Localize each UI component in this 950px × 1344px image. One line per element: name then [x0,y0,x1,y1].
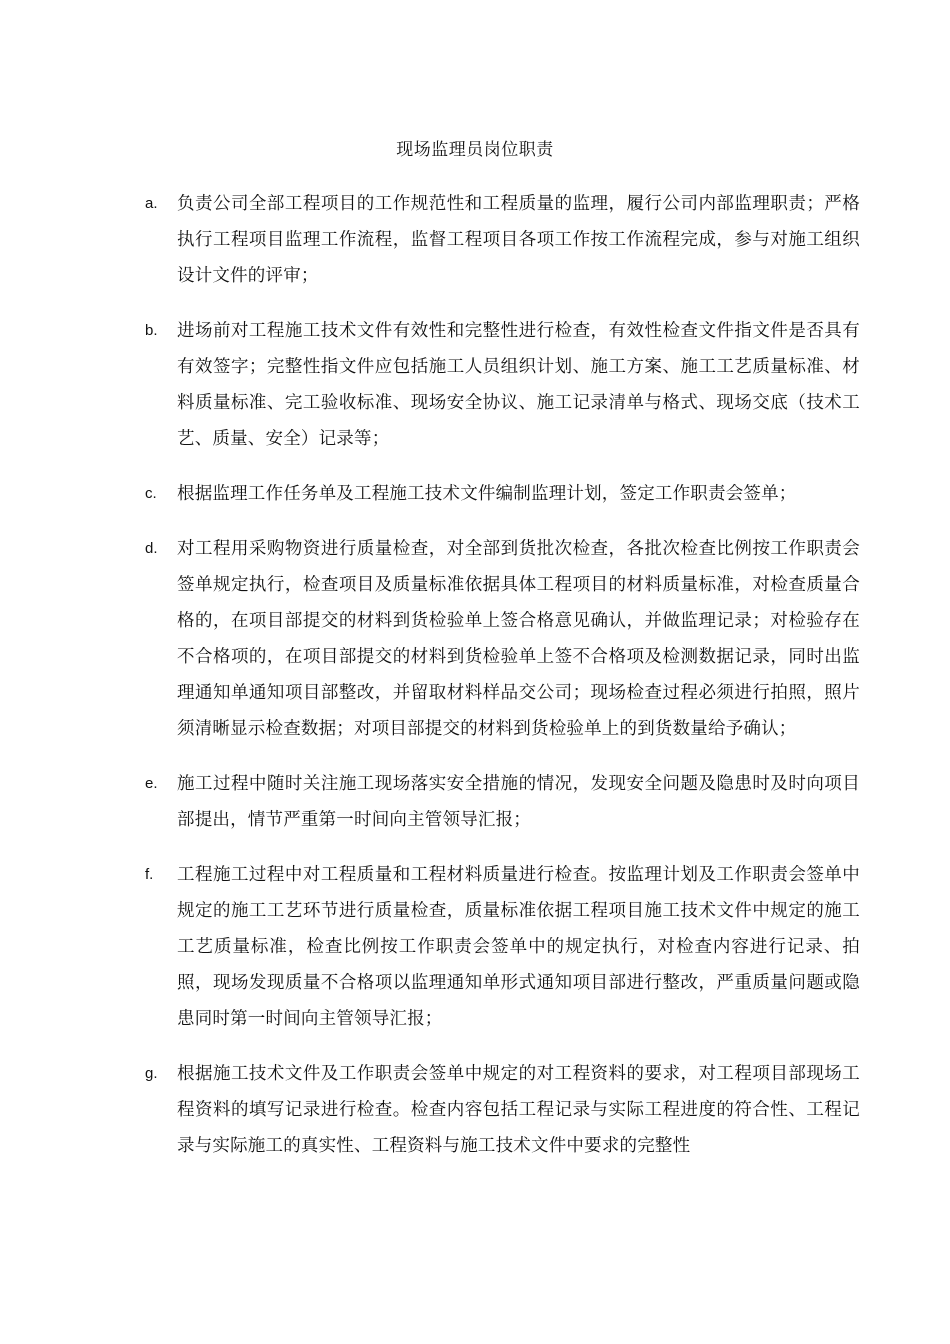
list-item-text: 根据施工技术文件及工作职责会签单中规定的对工程资料的要求，对工程项目部现场工程资料的填写记录进行检查。检查内容包括工程记录与实际工程进度的符合性、工程记录与实际施工的真实性、工程资料与施工技术文件中要求的完整性 [177,1064,860,1156]
list-item [145,857,860,1037]
list-item-text: 负责公司全部工程项目的工作规范性和工程质量的监理，履行公司内部监理职责；严格执行工程项目监理工作流程，监督工程项目各项工作按工作流程完成，参与对施工组织设计文件的评审； [177,194,860,286]
list-item-marker: d. [145,540,158,557]
list-item [145,476,860,512]
list-item [145,1056,860,1164]
list-item-text: 进场前对工程施工技术文件有效性和完整性进行检查，有效性检查文件指文件是否具有有效签字；完整性指文件应包括施工人员组织计划、施工方案、施工工艺质量标准、材料质量标准、完工验收标准、现场安全协议、施工记录清单与格式、现场交底（技术工艺、质量、安全）记录等； [177,321,860,449]
list-item-text: 施工过程中随时关注施工现场落实安全措施的情况，发现安全问题及隐患时及时向项目部提出，情节严重第一时间向主管领导汇报； [177,774,860,830]
list-item [145,313,860,457]
list-item-marker: e. [145,775,158,792]
list-item [145,766,860,838]
list-item-marker: b. [145,322,158,339]
list-item-marker: f. [145,866,154,883]
page-title: 现场监理员岗位职责 [396,140,554,160]
list-item-marker: g. [145,1065,158,1082]
list-item [145,531,860,747]
list-item-text: 工程施工过程中对工程质量和工程材料质量进行检查。按监理计划及工作职责会签单中规定的施工工艺环节进行质量检查，质量标准依据工程项目施工技术文件中规定的施工工艺质量标准，检查比例按工作职责会签单中的规定执行，对检查内容进行记录、拍照，现场发现质量不合格项以监理通知单形式通知项目部进行整改，严重质量问题或隐患同时第一时间向主管领导汇报； [177,865,860,1029]
list-item-marker: c. [145,485,157,502]
list-item-text: 根据监理工作任务单及工程施工技术文件编制监理计划，签定工作职责会签单； [177,484,797,504]
duty-list [145,186,860,1183]
list-item-marker: a. [145,195,158,212]
list-item-text: 对工程用采购物资进行质量检查，对全部到货批次检查，各批次检查比例按工作职责会签单规定执行，检查项目及质量标准依据具体工程项目的材料质量标准，对检查质量合格的，在项目部提交的材料到货检验单上签合格意见确认，并做监理记录；对检验存在不合格项的，在项目部提交的材料到货检验单上签不合格项及检测数据记录，同时出监理通知单通知项目部整改，并留取材料样品交公司；现场检查过程必须进行拍照，照片须清晰显示检查数据；对项目部提交的材料到货检验单上的到货数量给予确认； [177,539,860,739]
list-item [145,186,860,294]
